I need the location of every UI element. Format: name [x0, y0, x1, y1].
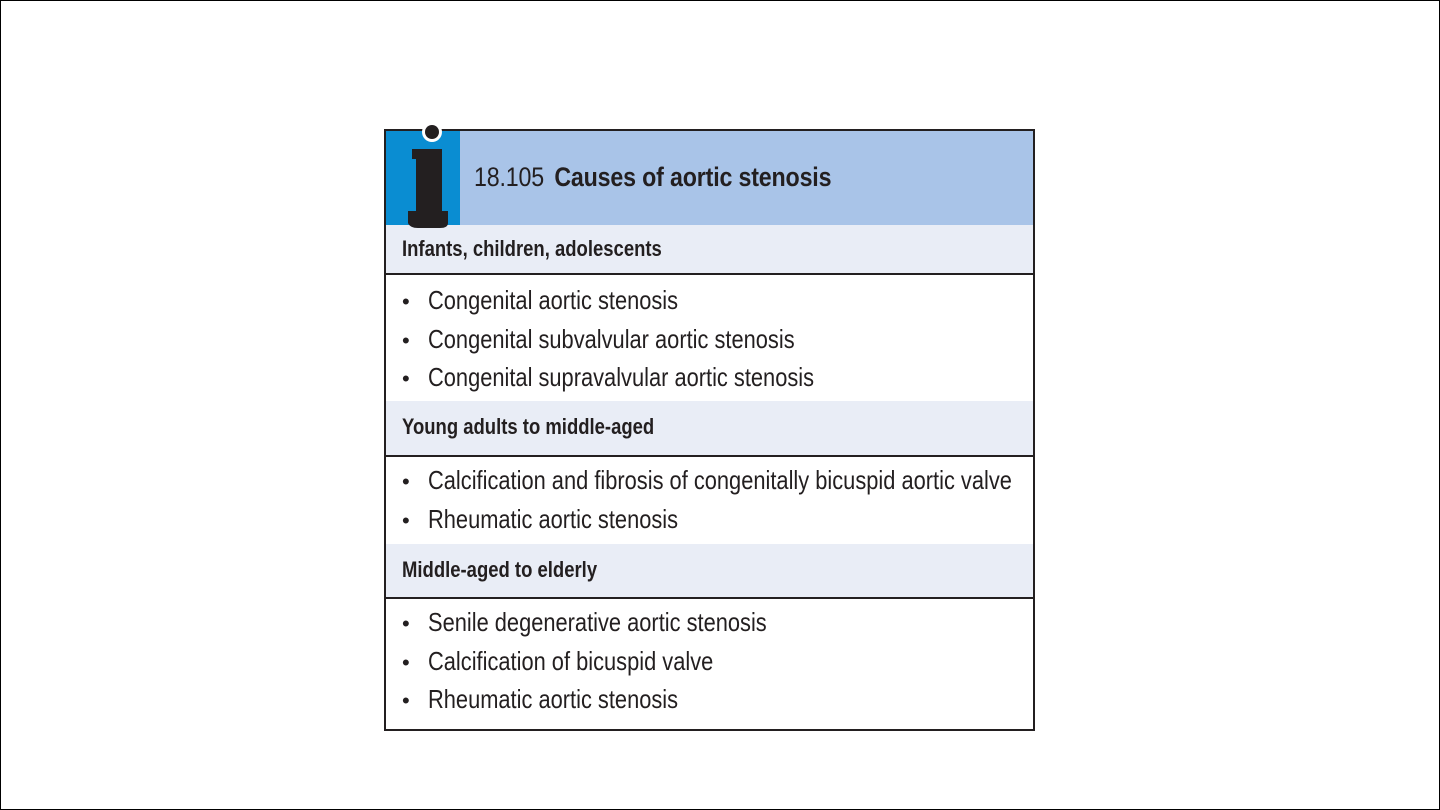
list-item-text: Calcification and fibrosis of congenitally bicuspid aortic valve: [428, 465, 1012, 495]
bullet: •: [402, 327, 410, 353]
list-item-text: Senile degenerative aortic stenosis: [428, 607, 767, 637]
section-header: [386, 401, 1033, 457]
section-heading: Middle-aged to elderly: [402, 557, 598, 582]
section-items: [386, 275, 1033, 401]
bullet: •: [402, 469, 410, 494]
list-item: [402, 500, 1033, 539]
list-item-text: Calcification of bicuspid valve: [428, 645, 714, 676]
list-item-text: Rheumatic aortic stenosis: [428, 503, 679, 534]
list-item: [402, 603, 1033, 642]
bullet: •: [402, 366, 410, 391]
list-item: [402, 358, 1033, 397]
list-item-text: Congenital subvalvular aortic stenosis: [428, 323, 795, 354]
box-title-label: Causes of aortic stenosis: [554, 162, 832, 192]
list-item: [402, 320, 1033, 359]
section-heading: Infants, children, adolescents: [402, 236, 662, 261]
title-bar: [386, 131, 1033, 225]
section-items: [386, 457, 1033, 544]
list-item-text: Rheumatic aortic stenosis: [428, 684, 679, 714]
section-heading: Young adults to middle-aged: [402, 414, 655, 439]
list-item-text: Congenital aortic stenosis: [428, 285, 679, 315]
list-item: [402, 461, 1033, 500]
list-item: [402, 642, 1033, 681]
list-item: [402, 680, 1033, 719]
bullet: •: [402, 611, 410, 636]
box-number: 18.105: [474, 162, 544, 192]
bullet: •: [402, 507, 410, 533]
bullet: •: [402, 649, 410, 675]
bullet: •: [402, 289, 410, 314]
section-header: [386, 225, 1033, 275]
list-item: [402, 281, 1033, 320]
box-title: [474, 162, 831, 193]
info-box: [384, 129, 1035, 731]
bullet: •: [402, 688, 410, 713]
info-icon: [398, 119, 460, 229]
list-item-text: Congenital supravalvular aortic stenosis: [428, 362, 815, 392]
section-items: [386, 599, 1033, 730]
section-header: [386, 544, 1033, 599]
